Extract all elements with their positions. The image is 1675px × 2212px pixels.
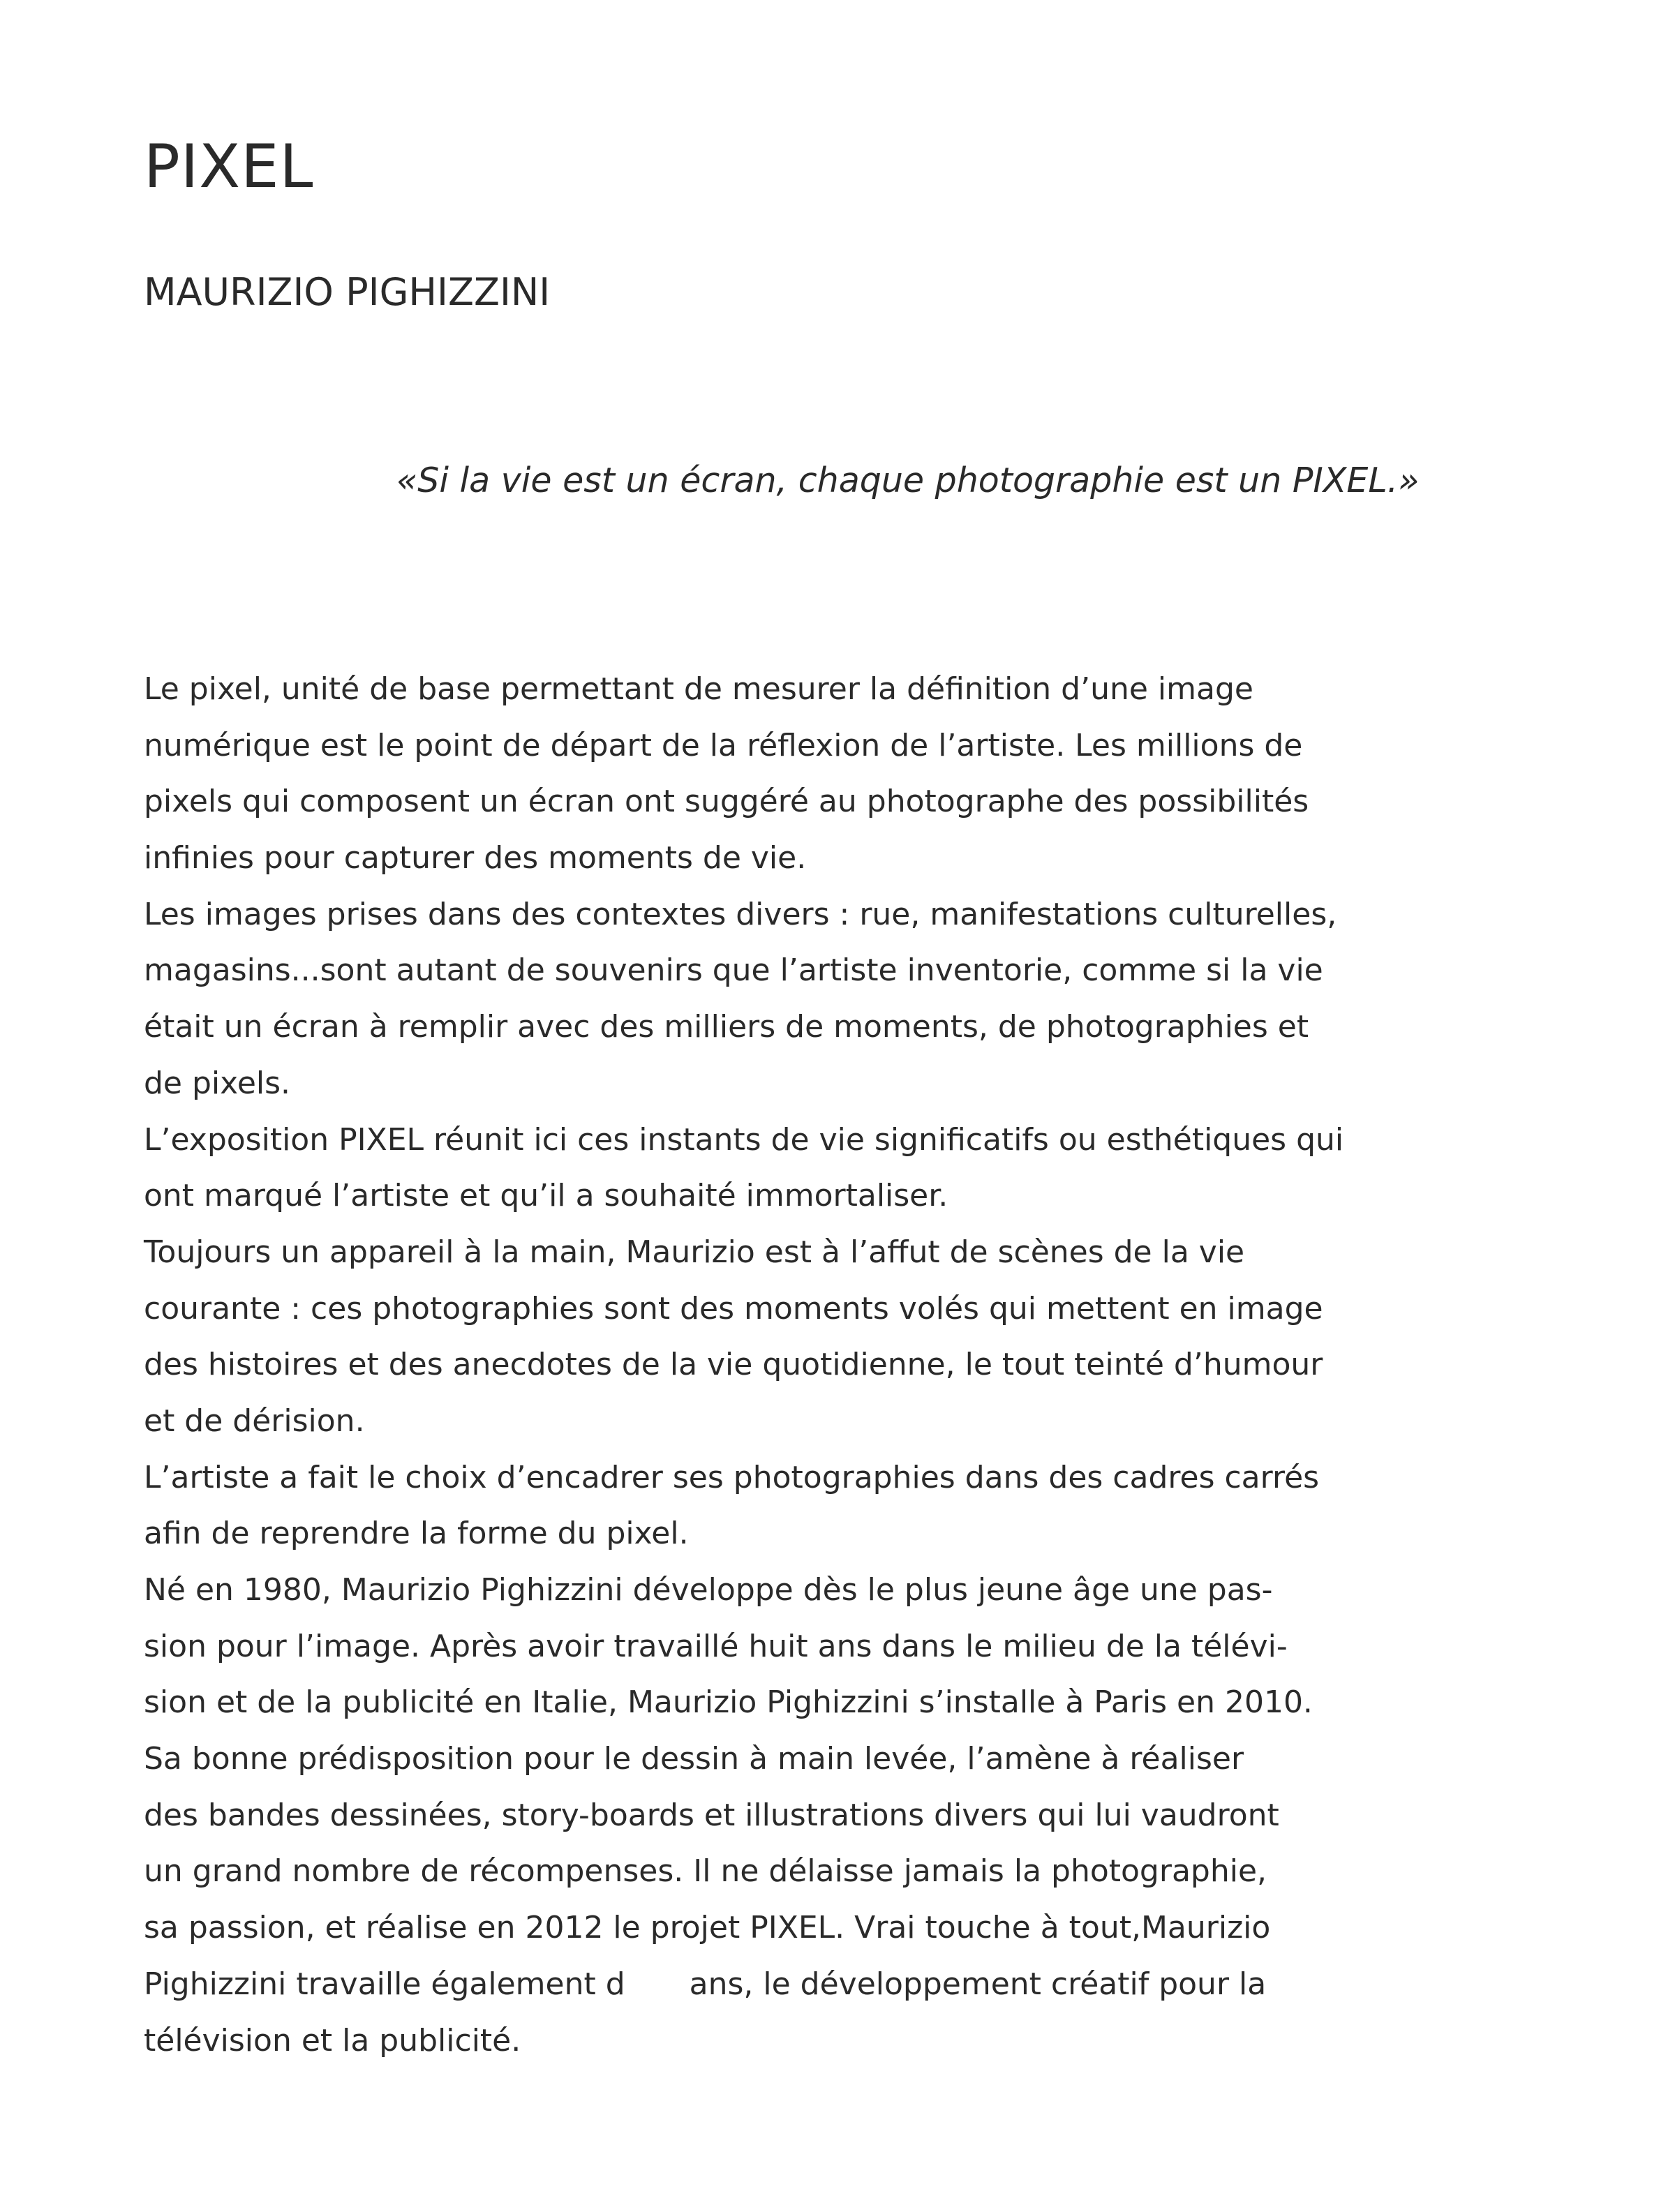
body-line: Né en 1980, Maurizio Pighizzini développe dès le plus jeune âge une pas- xyxy=(144,1572,1273,1608)
body-line-part: ans, le développement créatif pour la xyxy=(689,1966,1267,2002)
body-line: L’exposition PIXEL réunit ici ces instants de vie significatifs ou esthétiques qui xyxy=(144,1121,1344,1158)
body-line: numérique est le point de départ de la réflexion de l’artiste. Les millions de xyxy=(144,727,1303,763)
body-line: courante : ces photographies sont des moments volés qui mettent en image xyxy=(144,1290,1323,1327)
body-line: sion pour l’image. Après avoir travaillé huit ans dans le milieu de la télévi- xyxy=(144,1628,1288,1664)
author-name: MAURIZIO PIGHIZZINI xyxy=(144,270,551,314)
body-line: de pixels. xyxy=(144,1065,291,1101)
body-line: Toujours un appareil à la main, Maurizio est à l’affut de scènes de la vie xyxy=(144,1234,1245,1270)
body-text xyxy=(144,662,1470,2069)
body-line: Le pixel, unité de base permettant de mesurer la définition d’une image xyxy=(144,671,1253,707)
body-line-last: télévision et la publicité. xyxy=(144,2022,521,2058)
body-line: était un écran à remplir avec des milliers de moments, de photographies et xyxy=(144,1009,1309,1045)
body-line: infinies pour capturer des moments de vie. xyxy=(144,840,807,876)
body-line: et de dérision. xyxy=(144,1403,365,1439)
body-line: Les images prises dans des contextes divers : rue, manifestations culturelles, xyxy=(144,896,1337,932)
body-line: Sa bonne prédisposition pour le dessin à main levée, l’amène à réaliser xyxy=(144,1741,1244,1777)
body-line: sion et de la publicité en Italie, Maurizio Pighizzini s’installe à Paris en 2010. xyxy=(144,1684,1313,1721)
body-line: sa passion, et réalise en 2012 le projet PIXEL. Vrai touche à tout,Maurizio xyxy=(144,1910,1271,1946)
body-line: pixels qui composent un écran ont suggéré au photographe des possibilités xyxy=(144,784,1309,820)
body-line: des bandes dessinées, story-boards et illustrations divers qui lui vaudront xyxy=(144,1797,1279,1833)
body-line: magasins...sont autant de souvenirs que l’artiste inventorie, comme si la vie xyxy=(144,952,1323,989)
body-line: ont marqué l’artiste et qu’il a souhaité immortaliser. xyxy=(144,1178,948,1214)
epigraph-quote: «Si la vie est un écran, chaque photographie est un PIXEL.» xyxy=(396,461,1420,500)
body-line-part: Pighizzini travaille également d xyxy=(144,1966,625,2002)
body-line: un grand nombre de récompenses. Il ne délaisse jamais la photographie, xyxy=(144,1853,1267,1890)
document-title: PIXEL xyxy=(144,132,314,202)
body-line-with-gap xyxy=(144,1957,1470,2013)
body-line: des histoires et des anecdotes de la vie quotidienne, le tout teinté d’humour xyxy=(144,1347,1323,1383)
body-line: afin de reprendre la forme du pixel. xyxy=(144,1516,689,1552)
body-line: L’artiste a fait le choix d’encadrer ses photographies dans des cadres carrés xyxy=(144,1459,1320,1495)
